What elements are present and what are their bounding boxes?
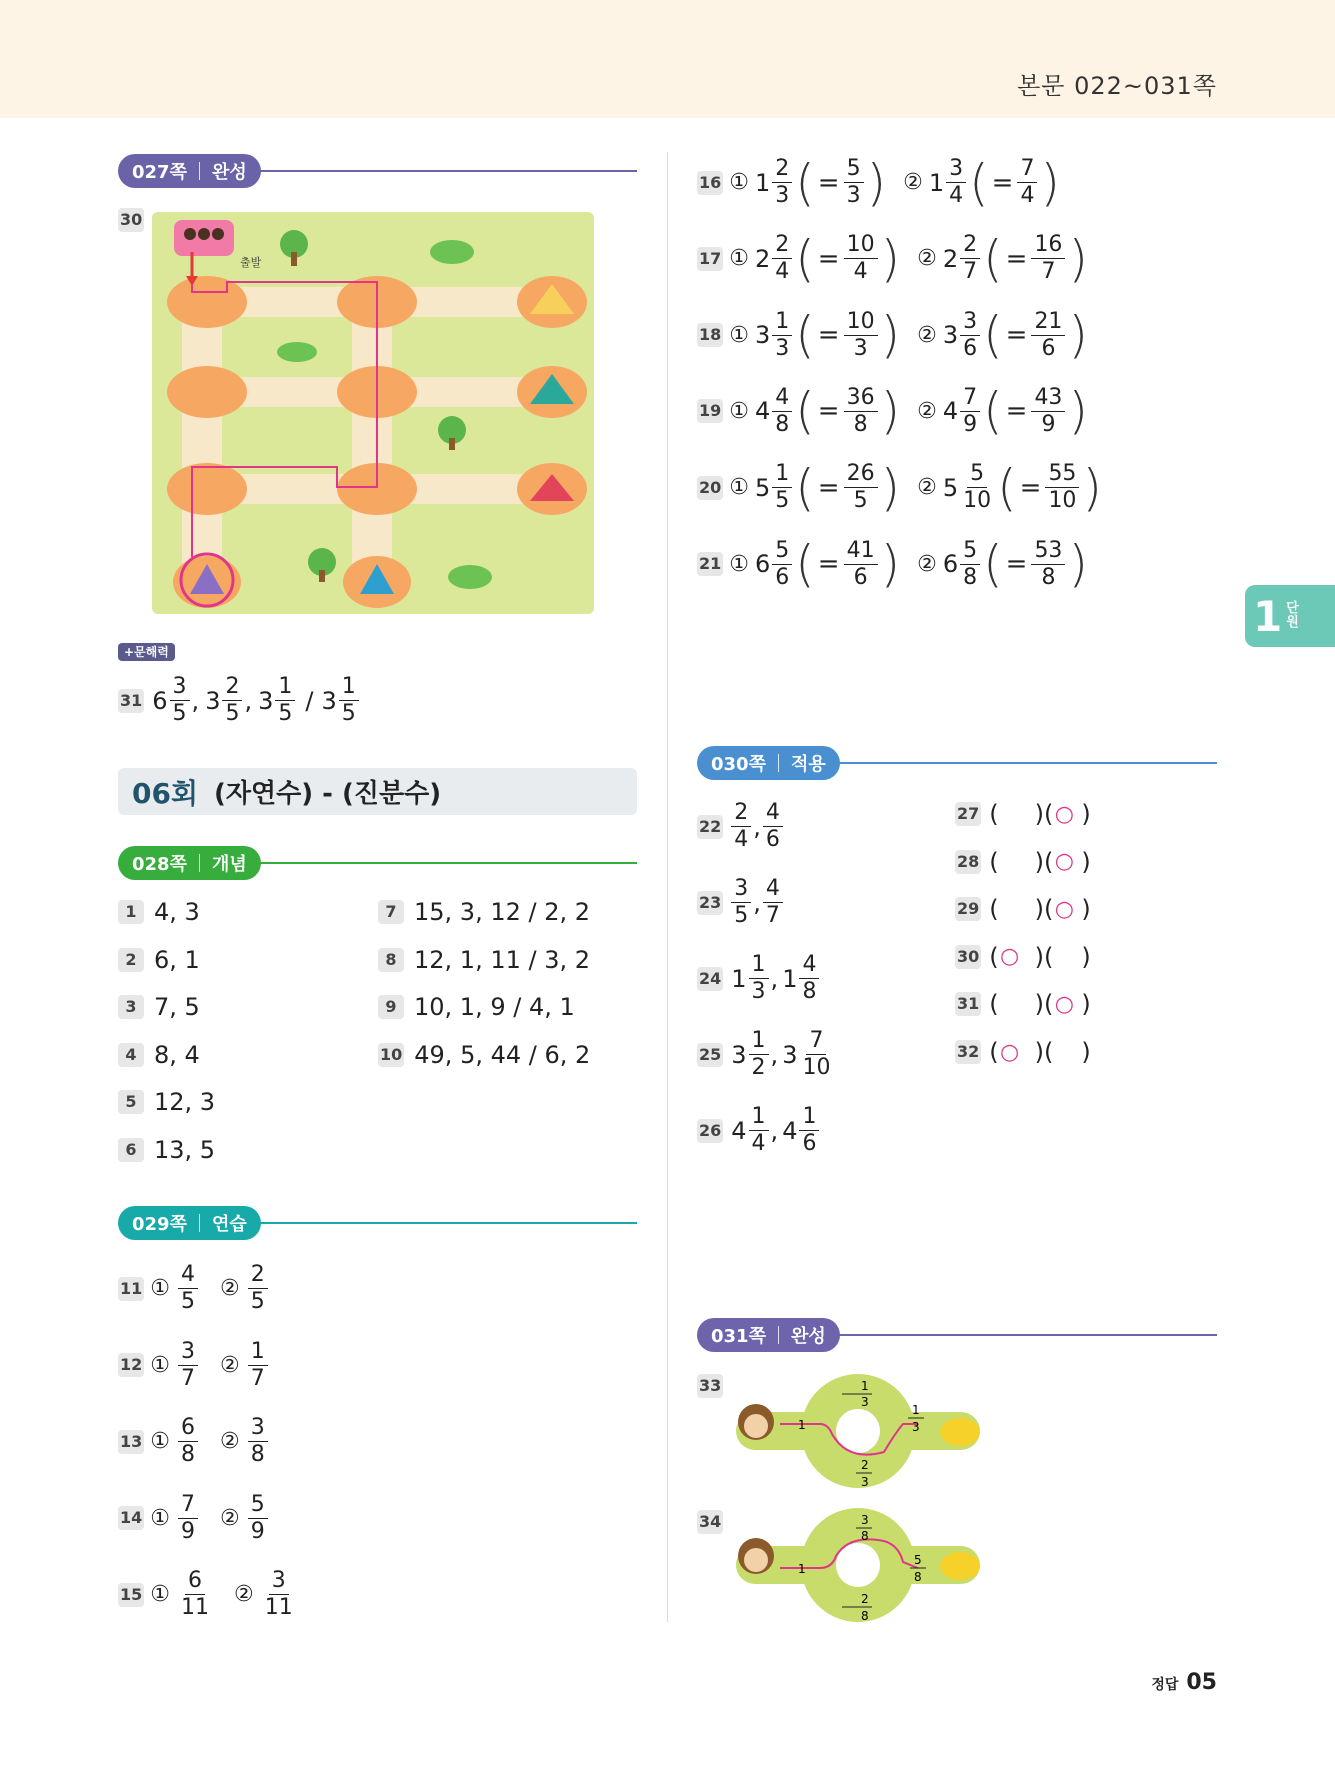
concept-row bbox=[378, 946, 590, 974]
fraction: $\frac{2}{5}$ bbox=[248, 1262, 268, 1315]
pill-label: 개념 bbox=[211, 854, 247, 875]
answer-text: 12, 3 bbox=[154, 1088, 216, 1117]
pill-page: 027쪽 bbox=[132, 162, 187, 183]
section-heading: (자연수) - (진분수) bbox=[214, 779, 442, 809]
fraction: $\frac{3}{6}$ bbox=[960, 309, 980, 362]
ox-row: 27 ( )( ○ ) bbox=[957, 800, 1091, 828]
svg-text:1: 1 bbox=[798, 1418, 806, 1432]
fraction: $\frac{6}{8}$ bbox=[178, 1415, 198, 1468]
unit-tab bbox=[1245, 585, 1335, 647]
answer-text: 4, 3 bbox=[154, 898, 200, 926]
fraction: $\frac{2}{3}$ bbox=[772, 156, 792, 209]
fraction: $\frac{7}{9}$ bbox=[178, 1492, 198, 1545]
fraction: $\frac{6}{11}$ bbox=[181, 1568, 209, 1620]
question-number: 29 bbox=[955, 897, 981, 921]
mixed-row: 20 ① 5 $\frac{1}{5}$ ( = $\frac{26}{5}$ ) ② 5 $\frac{5}{10}$ ( = $\frac{55}{10}$ ) bbox=[699, 458, 1102, 517]
question-number: 14 bbox=[118, 1506, 144, 1530]
section-title bbox=[118, 768, 637, 815]
practice-row: 11 ① $\frac{4}{5}$ ② $\frac{2}{5}$ bbox=[118, 1262, 270, 1315]
fraction: $\frac{3}{4}$ bbox=[946, 156, 966, 209]
mixed-row: 16 ① 1 $\frac{2}{3}$ ( = $\frac{5}{3}$ ) ② 1 $\frac{3}{4}$ ( = $\frac{7}{4}$ ) bbox=[699, 153, 1060, 212]
fraction: $\frac{36}{8}$ bbox=[844, 385, 878, 438]
pill-label: 연습 bbox=[211, 1214, 247, 1235]
fraction: $\frac{26}{5}$ bbox=[844, 461, 878, 514]
q31-row: 31 6 $\frac{3}{5}$ , 3 $\frac{2}{5}$ , 3 $\frac{1}{5}$ / 3 $\frac{1}{5}$ bbox=[118, 674, 361, 727]
question-number: 7 bbox=[378, 900, 404, 924]
fraction: $\frac{53}{8}$ bbox=[1031, 538, 1065, 591]
question-number: 15 bbox=[118, 1583, 144, 1607]
ox-mark: ○ bbox=[1000, 1039, 1020, 1065]
question-number: 17 bbox=[697, 247, 723, 271]
fraction: $\frac{3}{7}$ bbox=[178, 1339, 198, 1392]
fraction: $\frac{3}{8}$ bbox=[248, 1415, 268, 1468]
q24-row: 24 1 $\frac{1}{3}$ , 1 $\frac{4}{8}$ bbox=[697, 952, 821, 1005]
question-number: 24 bbox=[697, 967, 723, 991]
answer-text: 13, 5 bbox=[154, 1136, 216, 1164]
fraction: $\frac{41}{6}$ bbox=[844, 538, 878, 591]
concept-row bbox=[378, 1041, 590, 1069]
mixed-row: 17 ① 2 $\frac{2}{4}$ ( = $\frac{10}{4}$ ) ② 2 $\frac{2}{7}$ ( = $\frac{16}{7}$ ) bbox=[699, 229, 1088, 288]
pill-line bbox=[830, 762, 1217, 764]
ox-row: 30 ( ○ )( ) bbox=[957, 942, 1091, 971]
monkey-maze-34 bbox=[728, 1506, 988, 1624]
practice-row: 12 ① $\frac{3}{7}$ ② $\frac{1}{7}$ bbox=[118, 1339, 270, 1392]
answer-text: 8, 4 bbox=[154, 1040, 200, 1069]
fraction: $\frac{5}{9}$ bbox=[248, 1492, 268, 1545]
question-number: 6 bbox=[118, 1138, 144, 1162]
concept-row bbox=[378, 993, 575, 1021]
question-number: 16 bbox=[697, 171, 723, 195]
monkey-maze-33 bbox=[728, 1372, 988, 1490]
concept-row bbox=[118, 946, 200, 974]
question-number: 30 bbox=[118, 208, 144, 232]
concept-row bbox=[118, 1136, 215, 1164]
concept-row bbox=[378, 898, 590, 926]
svg-text:8: 8 bbox=[914, 1570, 922, 1584]
ox-mark: ○ bbox=[1054, 896, 1074, 922]
fraction: $\frac{4}{8}$ bbox=[772, 385, 792, 438]
pill-label: 완성 bbox=[211, 162, 247, 183]
fraction: $\frac{1}{5}$ bbox=[339, 674, 359, 727]
fraction: $\frac{5}{3}$ bbox=[844, 156, 864, 209]
question-number: 22 bbox=[697, 815, 723, 839]
question-number: 3 bbox=[118, 995, 144, 1019]
ox-row: 28 ( )( ○ ) bbox=[957, 847, 1091, 876]
pill-line bbox=[250, 170, 637, 172]
ox-row: 29 ( )( ○ ) bbox=[957, 895, 1091, 924]
pill-line bbox=[250, 862, 637, 864]
svg-text:3: 3 bbox=[912, 1420, 920, 1434]
page-reference: 본문 022~031쪽 bbox=[1017, 72, 1217, 100]
pill-label: 적용 bbox=[790, 754, 826, 775]
footer bbox=[1151, 1670, 1217, 1695]
fraction: $\frac{43}{9}$ bbox=[1031, 385, 1065, 438]
ox-mark: ○ bbox=[1054, 849, 1074, 875]
pill-page: 029쪽 bbox=[132, 1214, 187, 1235]
question-number: 25 bbox=[697, 1043, 723, 1067]
fraction: $\frac{10}{4}$ bbox=[844, 232, 878, 285]
svg-text:출발: 출발 bbox=[240, 256, 262, 269]
q25-row: 25 3 $\frac{1}{2}$ , 3 $\frac{7}{10}$ bbox=[699, 1028, 831, 1080]
question-number: 30 bbox=[955, 945, 981, 969]
practice-row: 14 ① $\frac{7}{9}$ ② $\frac{5}{9}$ bbox=[118, 1492, 270, 1545]
fraction: $\frac{7}{9}$ bbox=[960, 385, 980, 438]
pill-line bbox=[830, 1334, 1217, 1336]
svg-text:3: 3 bbox=[861, 1395, 869, 1409]
footer-label: 정답 bbox=[1151, 1677, 1179, 1693]
question-number: 21 bbox=[697, 552, 723, 576]
concept-row bbox=[118, 1041, 200, 1069]
fraction: $\frac{10}{3}$ bbox=[844, 309, 878, 362]
ox-row: 31 ( )( ○ ) bbox=[957, 990, 1091, 1019]
question-number: 34 bbox=[697, 1510, 723, 1534]
literacy-badge: +문해력 bbox=[118, 643, 175, 661]
svg-text:5: 5 bbox=[914, 1553, 922, 1567]
fraction: $\frac{21}{6}$ bbox=[1031, 309, 1065, 362]
answer-text: 10, 1, 9 / 4, 1 bbox=[414, 993, 575, 1022]
answer-text: 6, 1 bbox=[154, 945, 200, 974]
practice-row: 13 ① $\frac{6}{8}$ ② $\frac{3}{8}$ bbox=[118, 1415, 270, 1468]
svg-text:3: 3 bbox=[861, 1475, 869, 1489]
fraction: $\frac{1}{5}$ bbox=[772, 461, 792, 514]
fraction: $\frac{4}{5}$ bbox=[178, 1262, 198, 1315]
svg-text:1: 1 bbox=[798, 1562, 806, 1576]
svg-text:8: 8 bbox=[861, 1529, 869, 1543]
answer-text: 15, 3, 12 / 2, 2 bbox=[414, 898, 591, 926]
concept-row bbox=[118, 1088, 215, 1116]
unit-number: 1 bbox=[1253, 591, 1283, 641]
pill-029 bbox=[118, 1206, 261, 1240]
question-number: 1 bbox=[118, 900, 144, 924]
page-number: 05 bbox=[1186, 1670, 1217, 1695]
fraction: $\frac{1}{7}$ bbox=[248, 1339, 268, 1392]
svg-text:1: 1 bbox=[912, 1403, 920, 1417]
question-number: 27 bbox=[955, 802, 981, 826]
pill-label: 완성 bbox=[790, 1326, 826, 1347]
fraction: $\frac{55}{10}$ bbox=[1045, 461, 1079, 514]
practice-row: 15 ① $\frac{6}{11}$ ② $\frac{3}{11}$ bbox=[118, 1568, 298, 1621]
question-number: 12 bbox=[118, 1353, 144, 1377]
svg-text:1: 1 bbox=[861, 1379, 869, 1393]
question-number: 5 bbox=[118, 1090, 144, 1114]
q30-row bbox=[118, 208, 144, 232]
question-number: 10 bbox=[378, 1043, 404, 1067]
question-number: 28 bbox=[955, 850, 981, 874]
pill-031 bbox=[697, 1318, 840, 1352]
ox-mark: ○ bbox=[1000, 944, 1020, 970]
pill-028 bbox=[118, 846, 261, 880]
fraction: $\frac{2}{7}$ bbox=[960, 232, 980, 285]
svg-text:2: 2 bbox=[861, 1458, 869, 1472]
svg-text:2: 2 bbox=[861, 1592, 869, 1606]
pill-027 bbox=[118, 154, 261, 188]
fraction: $\frac{16}{7}$ bbox=[1031, 232, 1065, 285]
fraction: $\frac{5}{6}$ bbox=[772, 538, 792, 591]
question-number: 31 bbox=[955, 992, 981, 1016]
board-game-illustration bbox=[152, 212, 594, 614]
question-number: 31 bbox=[118, 689, 144, 713]
svg-text:3: 3 bbox=[861, 1513, 869, 1527]
section-number: 06회 bbox=[132, 776, 199, 810]
question-number: 4 bbox=[118, 1043, 144, 1067]
answer-text: 7, 5 bbox=[154, 993, 200, 1022]
ox-row: 32 ( ○ )( ) bbox=[957, 1038, 1091, 1066]
question-number: 19 bbox=[697, 399, 723, 423]
mixed-row: 18 ① 3 $\frac{1}{3}$ ( = $\frac{10}{3}$ ) ② 3 $\frac{3}{6}$ ( = $\frac{21}{6}$ ) bbox=[699, 306, 1088, 365]
fraction: $\frac{2}{5}$ bbox=[222, 674, 242, 727]
fraction: $\frac{3}{5}$ bbox=[170, 674, 190, 727]
q22-row: 22 $\frac{2}{4}$ , $\frac{4}{6}$ bbox=[697, 800, 785, 853]
answer-text: 49, 5, 44 / 6, 2 bbox=[414, 1040, 591, 1069]
q33-row bbox=[697, 1374, 723, 1398]
concept-row bbox=[118, 993, 200, 1021]
mixed-row: 21 ① 6 $\frac{5}{6}$ ( = $\frac{41}{6}$ ) ② 6 $\frac{5}{8}$ ( = $\frac{53}{8}$ ) bbox=[699, 535, 1088, 593]
question-number: 13 bbox=[118, 1430, 144, 1454]
svg-text:8: 8 bbox=[861, 1609, 869, 1623]
pill-page: 030쪽 bbox=[711, 754, 766, 775]
fraction: $\frac{1}{5}$ bbox=[275, 674, 295, 727]
q26-row: 26 4 $\frac{1}{4}$ , 4 $\frac{1}{6}$ bbox=[697, 1104, 821, 1157]
concept-row bbox=[118, 898, 200, 926]
ox-mark: ○ bbox=[1054, 801, 1074, 827]
q34-row bbox=[697, 1510, 723, 1534]
question-number: 11 bbox=[118, 1277, 144, 1301]
unit-text: 원 bbox=[1286, 615, 1299, 630]
question-number: 20 bbox=[697, 476, 723, 500]
fraction: $\frac{5}{8}$ bbox=[960, 538, 980, 591]
unit-text: 단 bbox=[1286, 601, 1299, 616]
question-number: 9 bbox=[378, 995, 404, 1019]
question-number: 2 bbox=[118, 948, 144, 972]
fraction: $\frac{1}{3}$ bbox=[772, 309, 792, 362]
fraction: $\frac{2}{4}$ bbox=[772, 232, 792, 285]
question-number: 23 bbox=[697, 891, 723, 915]
pill-030 bbox=[697, 746, 840, 780]
question-number: 8 bbox=[378, 948, 404, 972]
pill-line bbox=[250, 1222, 637, 1224]
mixed-row: 19 ① 4 $\frac{4}{8}$ ( = $\frac{36}{8}$ ) ② 4 $\frac{7}{9}$ ( = $\frac{43}{9}$ ) bbox=[699, 382, 1088, 441]
answer-text: 12, 1, 11 / 3, 2 bbox=[414, 945, 591, 974]
fraction: $\frac{5}{10}$ bbox=[963, 461, 992, 514]
q23-row: 23 $\frac{3}{5}$ , $\frac{4}{7}$ bbox=[697, 876, 785, 929]
question-number: 26 bbox=[697, 1119, 723, 1143]
pill-page: 031쪽 bbox=[711, 1326, 766, 1347]
fraction: $\frac{7}{4}$ bbox=[1017, 156, 1037, 209]
question-number: 33 bbox=[697, 1374, 723, 1398]
fraction: $\frac{3}{11}$ bbox=[264, 1568, 293, 1620]
column-divider bbox=[667, 152, 668, 1622]
question-number: 18 bbox=[697, 323, 723, 347]
pill-page: 028쪽 bbox=[132, 854, 187, 875]
ox-mark: ○ bbox=[1054, 991, 1074, 1017]
question-number: 32 bbox=[955, 1040, 981, 1064]
